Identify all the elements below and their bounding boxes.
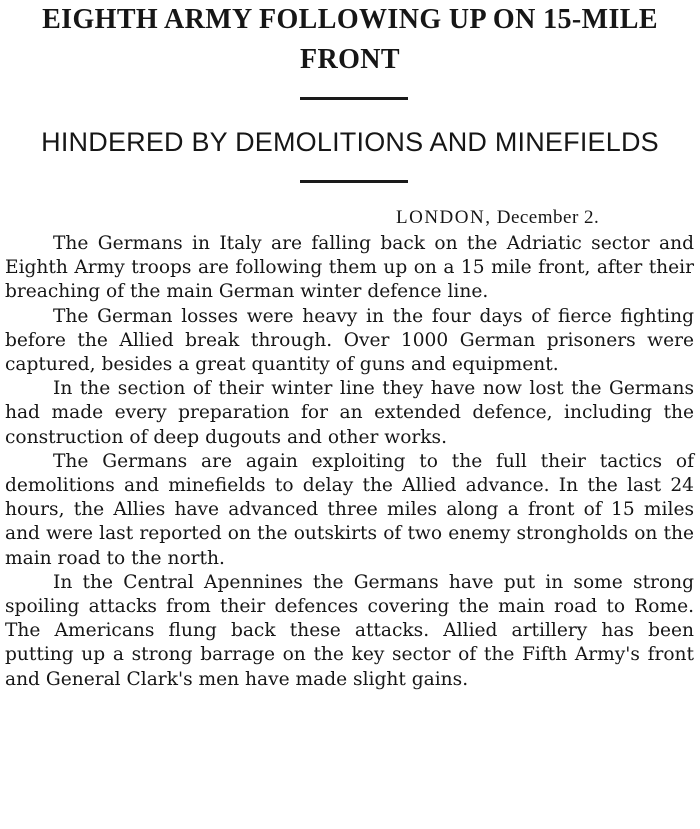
paragraph: The Germans in Italy are falling back on the Adriatic sector and Eighth Army troops are following them up on a 15 mile front, after their breaching of the main German winter defence line. [5,233,694,303]
paragraph: The Germans are again exploiting to the full their tactics of demolitions and minefields to delay the Allied advance. In the last 24 hours, the Allies have advanced three miles along a front of 15 miles and were last reported on the outskirts of two enemy strongholds on the main road to the north. [5,450,694,569]
dateline-date: December 2. [496,207,600,228]
article-body [5,232,694,692]
subheadline-divider [300,180,408,183]
paragraph: The German losses were heavy in the four days of fierce fighting before the Allied break through. Over 1000 German prisoners were captured, besides a great quantity of guns and equipment. [5,305,694,376]
dateline-city: LONDON, [396,207,492,228]
headline-divider [300,97,408,100]
paragraph: In the section of their winter line they have now lost the Germans had made every preparation for an extended defence, including the construction of deep dugouts and other works. [5,378,694,448]
headline: EIGHTH ARMY FOLLOWING UP ON 15-MILE FRONT [42,4,658,75]
dateline [396,205,599,231]
paragraph: In the Central Apennines the Germans have put in some strong spoiling attacks from their defences covering the main road to Rome. The Americans flung back these attacks. Allied artillery has been putting up a strong barrage on the key sector of the Fifth Army's front and General Clark's men have made slight gains. [5,571,694,690]
subheadline: HINDERED BY DEMOLITIONS AND MINEFIELDS [41,127,659,157]
